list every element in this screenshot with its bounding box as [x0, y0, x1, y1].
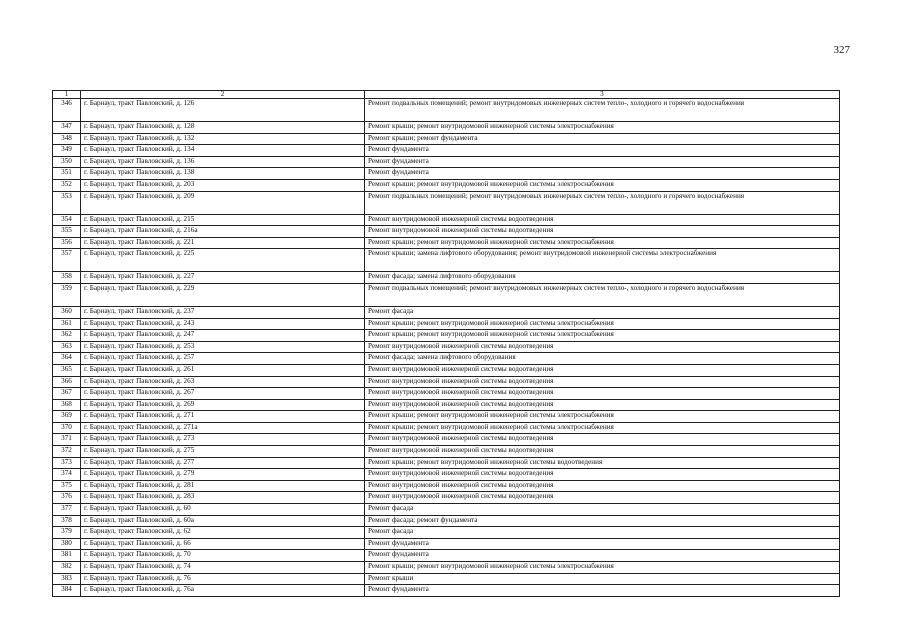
- work-type-cell: Ремонт крыши: [365, 573, 840, 585]
- table-row: [53, 179, 840, 191]
- registry-table: [52, 90, 840, 597]
- row-number-cell: 368: [53, 399, 81, 411]
- table-row: [53, 318, 840, 330]
- work-type-cell: Ремонт фасада; замена лифтового оборудования: [365, 272, 840, 284]
- table-row: [53, 376, 840, 388]
- table-row: [53, 585, 840, 597]
- table-header: [53, 91, 840, 99]
- table-row: [53, 562, 840, 574]
- table-row: [53, 156, 840, 168]
- table-body: [53, 99, 840, 597]
- table-row: [53, 411, 840, 423]
- work-type-cell: Ремонт внутридомовой инженерной системы водоотведения: [365, 446, 840, 458]
- address-cell: г. Барнаул, тракт Павловский, д. 216а: [81, 226, 365, 238]
- work-type-cell: Ремонт фундамента: [365, 145, 840, 157]
- row-number-cell: 352: [53, 179, 81, 191]
- address-cell: г. Барнаул, тракт Павловский, д. 60а: [81, 515, 365, 527]
- row-number-cell: 356: [53, 237, 81, 249]
- work-type-cell: Ремонт внутридомовой инженерной системы водоотведения: [365, 364, 840, 376]
- address-cell: г. Барнаул, тракт Павловский, д. 60: [81, 504, 365, 516]
- address-cell: г. Барнаул, тракт Павловский, д. 283: [81, 492, 365, 504]
- table-row: [53, 515, 840, 527]
- table-row: [53, 504, 840, 516]
- address-cell: г. Барнаул, тракт Павловский, д. 267: [81, 388, 365, 400]
- page-number: 327: [833, 44, 850, 56]
- work-type-cell: Ремонт крыши; ремонт внутридомовой инженерной системы электроснабжения: [365, 562, 840, 574]
- work-type-cell: Ремонт крыши; ремонт фундамента: [365, 133, 840, 145]
- work-type-cell: Ремонт внутридомовой инженерной системы водоотведения: [365, 376, 840, 388]
- address-cell: г. Барнаул, тракт Павловский, д. 225: [81, 249, 365, 272]
- table-row: [53, 388, 840, 400]
- work-type-cell: Ремонт внутридомовой инженерной системы водоотведения: [365, 226, 840, 238]
- work-type-cell: Ремонт фундамента: [365, 538, 840, 550]
- row-number-cell: 358: [53, 272, 81, 284]
- row-number-cell: 349: [53, 145, 81, 157]
- address-cell: г. Барнаул, тракт Павловский, д. 221: [81, 237, 365, 249]
- work-type-cell: Ремонт подвальных помещений; ремонт внутридомовых инженерных систем тепло-, холодного и горячего водоснабжения: [365, 99, 840, 122]
- address-cell: г. Барнаул, тракт Павловский, д. 273: [81, 434, 365, 446]
- address-cell: г. Барнаул, тракт Павловский, д. 271: [81, 411, 365, 423]
- row-number-cell: 378: [53, 515, 81, 527]
- table-row: [53, 399, 840, 411]
- table-row: [53, 283, 840, 306]
- address-cell: г. Барнаул, тракт Павловский, д. 76а: [81, 585, 365, 597]
- work-type-cell: Ремонт внутридомовой инженерной системы водоотведения: [365, 341, 840, 353]
- table-row: [53, 272, 840, 284]
- row-number-cell: 365: [53, 364, 81, 376]
- work-type-cell: Ремонт фасада: [365, 504, 840, 516]
- work-type-cell: Ремонт фундамента: [365, 168, 840, 180]
- row-number-cell: 377: [53, 504, 81, 516]
- work-type-cell: Ремонт фасада: [365, 527, 840, 539]
- address-cell: г. Барнаул, тракт Павловский, д. 66: [81, 538, 365, 550]
- table-row: [53, 492, 840, 504]
- table-row: [53, 191, 840, 214]
- row-number-cell: 375: [53, 480, 81, 492]
- work-type-cell: Ремонт подвальных помещений; ремонт внутридомовых инженерных систем тепло-, холодного и горячего водоснабжения: [365, 283, 840, 306]
- table-row: [53, 573, 840, 585]
- row-number-cell: 369: [53, 411, 81, 423]
- work-type-cell: Ремонт фасада: [365, 306, 840, 318]
- work-type-cell: Ремонт внутридомовой инженерной системы водоотведения: [365, 214, 840, 226]
- row-number-cell: 353: [53, 191, 81, 214]
- address-cell: г. Барнаул, тракт Павловский, д. 243: [81, 318, 365, 330]
- address-cell: г. Барнаул, тракт Павловский, д. 132: [81, 133, 365, 145]
- table-row: [53, 446, 840, 458]
- row-number-cell: 379: [53, 527, 81, 539]
- table-row: [53, 353, 840, 365]
- row-number-cell: 370: [53, 422, 81, 434]
- work-type-cell: Ремонт внутридомовой инженерной системы водоотведения: [365, 399, 840, 411]
- address-cell: г. Барнаул, тракт Павловский, д. 126: [81, 99, 365, 122]
- address-cell: г. Барнаул, тракт Павловский, д. 269: [81, 399, 365, 411]
- row-number-cell: 367: [53, 388, 81, 400]
- row-number-cell: 351: [53, 168, 81, 180]
- address-cell: г. Барнаул, тракт Павловский, д. 215: [81, 214, 365, 226]
- work-type-cell: Ремонт фасада; ремонт фундамента: [365, 515, 840, 527]
- table-row: [53, 145, 840, 157]
- table-row: [53, 122, 840, 134]
- row-number-cell: 347: [53, 122, 81, 134]
- table-row: [53, 226, 840, 238]
- row-number-cell: 373: [53, 457, 81, 469]
- work-type-cell: Ремонт крыши; ремонт внутридомовой инженерной системы электроснабжения: [365, 411, 840, 423]
- row-number-cell: 355: [53, 226, 81, 238]
- address-cell: г. Барнаул, тракт Павловский, д. 275: [81, 446, 365, 458]
- column-header-3: 3: [365, 91, 840, 99]
- row-number-cell: 359: [53, 283, 81, 306]
- column-header-1: 1: [53, 91, 81, 99]
- row-number-cell: 374: [53, 469, 81, 481]
- address-cell: г. Барнаул, тракт Павловский, д. 281: [81, 480, 365, 492]
- address-cell: г. Барнаул, тракт Павловский, д. 227: [81, 272, 365, 284]
- work-type-cell: Ремонт крыши; ремонт внутридомовой инженерной системы электроснабжения: [365, 422, 840, 434]
- address-cell: г. Барнаул, тракт Павловский, д. 277: [81, 457, 365, 469]
- address-cell: г. Барнаул, тракт Павловский, д. 247: [81, 330, 365, 342]
- table-row: [53, 538, 840, 550]
- work-type-cell: Ремонт фундамента: [365, 156, 840, 168]
- address-cell: г. Барнаул, тракт Павловский, д. 134: [81, 145, 365, 157]
- row-number-cell: 350: [53, 156, 81, 168]
- address-cell: г. Барнаул, тракт Павловский, д. 263: [81, 376, 365, 388]
- work-type-cell: Ремонт крыши; ремонт внутридомовой инженерной системы электроснабжения: [365, 237, 840, 249]
- address-cell: г. Барнаул, тракт Павловский, д. 271а: [81, 422, 365, 434]
- table-row: [53, 457, 840, 469]
- address-cell: г. Барнаул, тракт Павловский, д. 62: [81, 527, 365, 539]
- row-number-cell: 381: [53, 550, 81, 562]
- address-cell: г. Барнаул, тракт Павловский, д. 279: [81, 469, 365, 481]
- address-cell: г. Барнаул, тракт Павловский, д. 136: [81, 156, 365, 168]
- address-cell: г. Барнаул, тракт Павловский, д. 128: [81, 122, 365, 134]
- table-row: [53, 330, 840, 342]
- row-number-cell: 371: [53, 434, 81, 446]
- row-number-cell: 362: [53, 330, 81, 342]
- address-cell: г. Барнаул, тракт Павловский, д. 253: [81, 341, 365, 353]
- row-number-cell: 383: [53, 573, 81, 585]
- row-number-cell: 348: [53, 133, 81, 145]
- work-type-cell: Ремонт подвальных помещений; ремонт внутридомовых инженерных систем тепло-, холодного и горячего водоснабжения: [365, 191, 840, 214]
- row-number-cell: 380: [53, 538, 81, 550]
- table-row: [53, 214, 840, 226]
- table-row: [53, 99, 840, 122]
- address-cell: г. Барнаул, тракт Павловский, д. 257: [81, 353, 365, 365]
- work-type-cell: Ремонт крыши; ремонт внутридомовой инженерной системы водоотведения: [365, 457, 840, 469]
- work-type-cell: Ремонт фундамента: [365, 585, 840, 597]
- work-type-cell: Ремонт внутридомовой инженерной системы водоотведения: [365, 434, 840, 446]
- work-type-cell: Ремонт фасада; замена лифтового оборудования: [365, 353, 840, 365]
- row-number-cell: 361: [53, 318, 81, 330]
- table-row: [53, 480, 840, 492]
- row-number-cell: 366: [53, 376, 81, 388]
- row-number-cell: 384: [53, 585, 81, 597]
- work-type-cell: Ремонт крыши; ремонт внутридомовой инженерной системы электроснабжения: [365, 122, 840, 134]
- row-number-cell: 357: [53, 249, 81, 272]
- address-cell: г. Барнаул, тракт Павловский, д. 261: [81, 364, 365, 376]
- table-row: [53, 341, 840, 353]
- table-row: [53, 434, 840, 446]
- row-number-cell: 376: [53, 492, 81, 504]
- work-type-cell: Ремонт внутридомовой инженерной системы водоотведения: [365, 388, 840, 400]
- address-cell: г. Барнаул, тракт Павловский, д. 70: [81, 550, 365, 562]
- address-cell: г. Барнаул, тракт Павловский, д. 76: [81, 573, 365, 585]
- work-type-cell: Ремонт внутридомовой инженерной системы водоотведения: [365, 492, 840, 504]
- table-row: [53, 422, 840, 434]
- work-type-cell: Ремонт крыши; ремонт внутридомовой инженерной системы электроснабжения: [365, 330, 840, 342]
- work-type-cell: Ремонт крыши; ремонт внутридомовой инженерной системы электроснабжения: [365, 318, 840, 330]
- row-number-cell: 360: [53, 306, 81, 318]
- address-cell: г. Барнаул, тракт Павловский, д. 74: [81, 562, 365, 574]
- table-row: [53, 469, 840, 481]
- table-row: [53, 364, 840, 376]
- table-row: [53, 306, 840, 318]
- table-row: [53, 168, 840, 180]
- table-row: [53, 249, 840, 272]
- work-type-cell: Ремонт внутридомовой инженерной системы водоотведения: [365, 469, 840, 481]
- row-number-cell: 346: [53, 99, 81, 122]
- row-number-cell: 364: [53, 353, 81, 365]
- column-header-2: 2: [81, 91, 365, 99]
- work-type-cell: Ремонт фундамента: [365, 550, 840, 562]
- table-row: [53, 237, 840, 249]
- address-cell: г. Барнаул, тракт Павловский, д. 229: [81, 283, 365, 306]
- row-number-cell: 363: [53, 341, 81, 353]
- table-row: [53, 527, 840, 539]
- table-row: [53, 550, 840, 562]
- address-cell: г. Барнаул, тракт Павловский, д. 203: [81, 179, 365, 191]
- address-cell: г. Барнаул, тракт Павловский, д. 138: [81, 168, 365, 180]
- address-cell: г. Барнаул, тракт Павловский, д. 237: [81, 306, 365, 318]
- row-number-cell: 372: [53, 446, 81, 458]
- work-type-cell: Ремонт крыши; замена лифтового оборудования; ремонт внутридомовой инженерной системы электроснабжения: [365, 249, 840, 272]
- work-type-cell: Ремонт крыши; ремонт внутридомовой инженерной системы электроснабжения: [365, 179, 840, 191]
- row-number-cell: 382: [53, 562, 81, 574]
- table-row: [53, 133, 840, 145]
- work-type-cell: Ремонт внутридомовой инженерной системы водоотведения: [365, 480, 840, 492]
- row-number-cell: 354: [53, 214, 81, 226]
- address-cell: г. Барнаул, тракт Павловский, д. 209: [81, 191, 365, 214]
